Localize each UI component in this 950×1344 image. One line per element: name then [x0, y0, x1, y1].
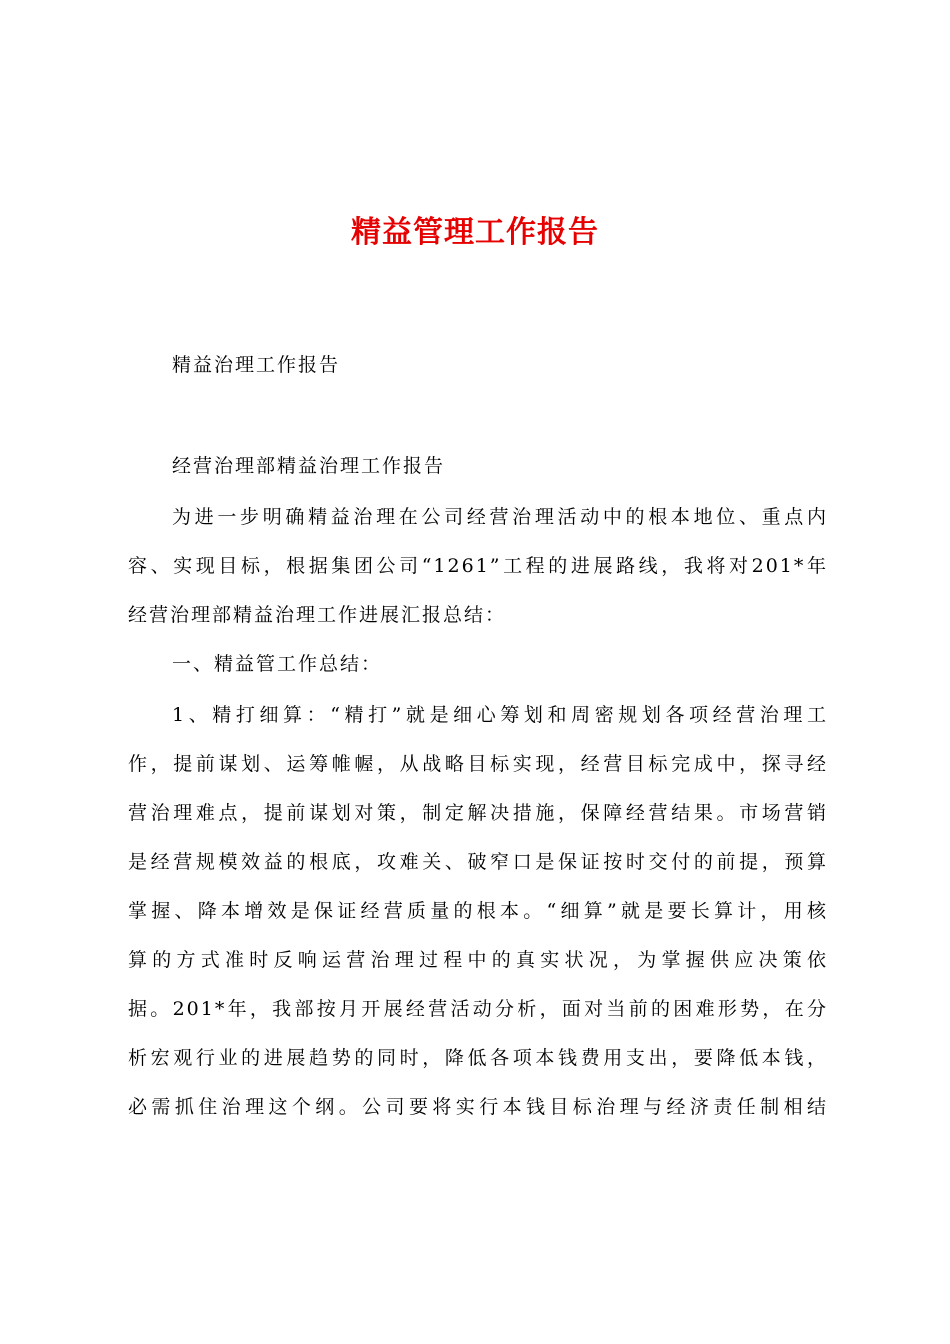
paragraph-line: 营治理难点，提前谋划对策，制定解决措施，保障经营结果。市场营销 [128, 802, 828, 824]
paragraph-line: 是经营规模效益的根底，攻难关、破窄口是保证按时交付的前提，预算 [128, 851, 828, 873]
paragraph-line: 据。201*年，我部按月开展经营活动分析，面对当前的困难形势，在分 [128, 998, 828, 1020]
paragraph-line: 为进一步明确精益治理在公司经营治理活动中的根本地位、重点内 [172, 506, 828, 528]
paragraph-line: 析宏观行业的进展趋势的同时，降低各项本钱费用支出，要降低本钱， [128, 1047, 828, 1069]
subtitle: 精益治理工作报告 [172, 354, 341, 376]
paragraph-line: 作，提前谋划、运筹帷幄，从战略目标实现，经营目标完成中，探寻经 [128, 753, 828, 775]
section-heading: 经营治理部精益治理工作报告 [172, 455, 446, 477]
paragraph-line: 掌握、降本增效是保证经营质量的根本。“细算”就是要长算计，用核 [128, 900, 828, 922]
document-title: 精益管理工作报告 [351, 215, 599, 250]
paragraph-line: 容、实现目标，根据集团公司“1261”工程的进展路线，我将对201*年 [128, 555, 828, 577]
paragraph-line: 算的方式准时反响运营治理过程中的真实状况，为掌握供应决策依 [128, 949, 828, 971]
paragraph-line: 1、精打细算：“精打”就是细心筹划和周密规划各项经营治理工 [172, 704, 828, 726]
section-title: 一、精益管工作总结： [172, 653, 383, 675]
paragraph-line: 必需抓住治理这个纲。公司要将实行本钱目标治理与经济责任制相结 [128, 1096, 828, 1118]
paragraph-line: 经营治理部精益治理工作进展汇报总结： [128, 604, 507, 626]
